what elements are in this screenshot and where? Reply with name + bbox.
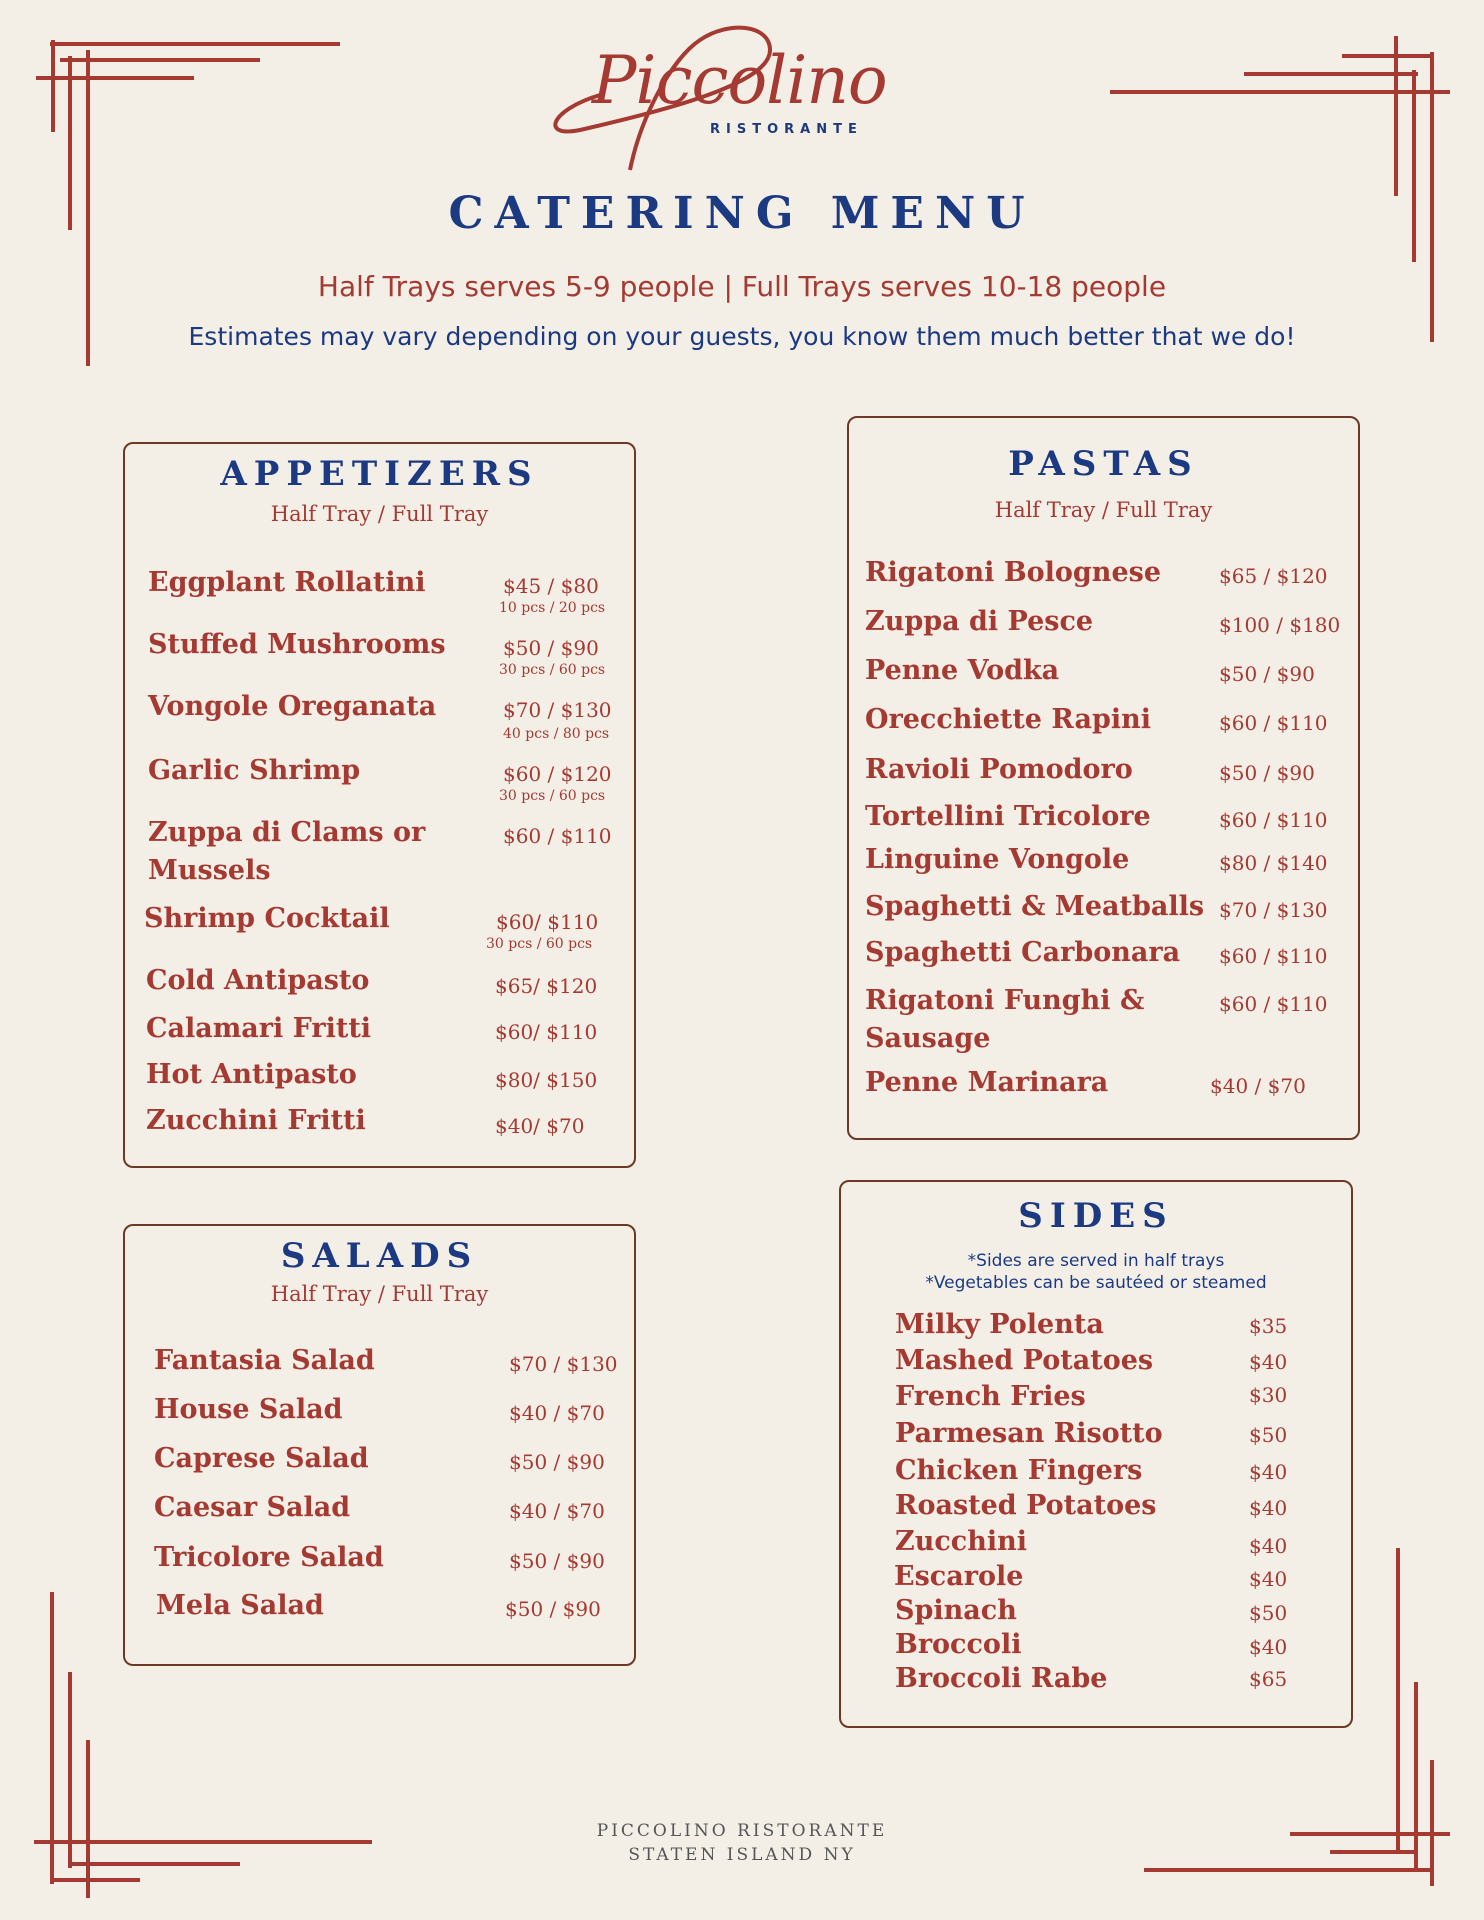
salads-section bbox=[123, 1224, 636, 1666]
item-price: $60 / $120 bbox=[503, 762, 612, 786]
item-pieces: 40 pcs / 80 pcs bbox=[503, 726, 610, 742]
menu-item: Caesar Salad bbox=[154, 1492, 351, 1523]
item-price: $50 / $90 bbox=[509, 1450, 605, 1474]
item-price: $60 / $110 bbox=[1219, 992, 1328, 1016]
menu-item: Zucchini bbox=[895, 1526, 1027, 1557]
item-price: $80/ $150 bbox=[495, 1068, 598, 1092]
item-price: $40 bbox=[1249, 1534, 1288, 1558]
item-price: $70 / $130 bbox=[509, 1352, 618, 1376]
menu-item: Spaghetti Carbonara bbox=[865, 937, 1181, 968]
item-pieces: 10 pcs / 20 pcs bbox=[499, 600, 606, 616]
menu-item: Eggplant Rollatini bbox=[148, 567, 426, 598]
estimate-note: Estimates may vary depending on your guests, you know them much better that we do! bbox=[188, 322, 1296, 351]
menu-item: Zuppa di Pesce bbox=[865, 606, 1094, 637]
menu-item: Escarole bbox=[894, 1561, 1024, 1592]
item-price: $40 bbox=[1249, 1496, 1288, 1520]
item-price: $65 / $120 bbox=[1219, 564, 1328, 588]
item-price: $30 bbox=[1249, 1383, 1288, 1407]
item-price: $60 / $110 bbox=[1219, 808, 1328, 832]
item-price: $60/ $110 bbox=[495, 1020, 598, 1044]
item-price: $40 / $70 bbox=[1210, 1074, 1306, 1098]
item-price: $40 bbox=[1249, 1350, 1288, 1374]
sides-note: *Sides are served in half trays bbox=[967, 1251, 1225, 1271]
menu-item: Fantasia Salad bbox=[154, 1345, 375, 1376]
footer-location: STATEN ISLAND NY bbox=[628, 1845, 856, 1865]
menu-item: Chicken Fingers bbox=[895, 1455, 1143, 1486]
item-price: $50 bbox=[1249, 1601, 1288, 1625]
section-note: Half Tray / Full Tray bbox=[270, 502, 489, 526]
item-price: $50 / $90 bbox=[1219, 662, 1315, 686]
item-price: $50 / $90 bbox=[503, 636, 599, 660]
menu-item: Ravioli Pomodoro bbox=[865, 754, 1133, 785]
item-price: $40 bbox=[1249, 1567, 1288, 1591]
item-price: $40 / $70 bbox=[509, 1499, 605, 1523]
section-title: PASTAS bbox=[1008, 444, 1199, 484]
menu-item: Rigatoni Funghi & bbox=[865, 985, 1145, 1016]
menu-item: Garlic Shrimp bbox=[148, 755, 361, 786]
tray-info: Half Trays serves 5-9 people | Full Trays serves 10-18 people bbox=[317, 270, 1167, 303]
menu-item: Tortellini Tricolore bbox=[865, 801, 1151, 832]
item-price: $60 / $110 bbox=[1219, 944, 1328, 968]
section-title: SALADS bbox=[280, 1236, 479, 1276]
logo bbox=[540, 10, 887, 180]
logo-script: Piccolino bbox=[592, 42, 887, 119]
menu-item: Vongole Oreganata bbox=[148, 691, 437, 722]
menu-item: Spaghetti & Meatballs bbox=[865, 891, 1205, 922]
item-price: $60/ $110 bbox=[496, 910, 599, 934]
item-price: $35 bbox=[1249, 1314, 1288, 1338]
menu-item: Stuffed Mushrooms bbox=[148, 629, 446, 660]
menu-item: Penne Vodka bbox=[865, 655, 1060, 686]
item-price: $45 / $80 bbox=[503, 574, 599, 598]
item-pieces: 30 pcs / 60 pcs bbox=[486, 936, 593, 952]
section-title: APPETIZERS bbox=[220, 454, 539, 494]
menu-item: Hot Antipasto bbox=[146, 1059, 357, 1090]
sides-note: *Vegetables can be sautéed or steamed bbox=[925, 1273, 1267, 1293]
section-note: Half Tray / Full Tray bbox=[270, 1282, 489, 1306]
menu-item: Zuppa di Clams or bbox=[148, 817, 426, 848]
section-note: Half Tray / Full Tray bbox=[994, 498, 1213, 522]
menu-item: Cold Antipasto bbox=[146, 965, 370, 996]
item-price: $60 / $110 bbox=[1219, 711, 1328, 735]
item-price: $40 / $70 bbox=[509, 1401, 605, 1425]
item-price: $65 bbox=[1249, 1667, 1288, 1691]
section-title: SIDES bbox=[1018, 1196, 1174, 1236]
menu-item: Mashed Potatoes bbox=[895, 1345, 1154, 1376]
menu-item: French Fries bbox=[895, 1381, 1086, 1412]
menu-item: Tricolore Salad bbox=[154, 1542, 384, 1573]
menu-item: Broccoli Rabe bbox=[895, 1663, 1108, 1694]
menu-item: Spinach bbox=[895, 1595, 1017, 1626]
menu-item-cont: Mussels bbox=[148, 855, 271, 886]
menu-item: Zucchini Fritti bbox=[146, 1105, 366, 1136]
pastas-section bbox=[847, 416, 1360, 1140]
menu-item: Calamari Fritti bbox=[146, 1013, 372, 1044]
item-price: $50 / $90 bbox=[509, 1549, 605, 1573]
item-price: $50 / $90 bbox=[505, 1597, 601, 1621]
item-price: $40 bbox=[1249, 1635, 1288, 1659]
menu-item: Mela Salad bbox=[156, 1590, 324, 1621]
menu-item: Linguine Vongole bbox=[865, 844, 1130, 875]
item-price: $50 bbox=[1249, 1423, 1288, 1447]
menu-item: Shrimp Cocktail bbox=[144, 903, 390, 934]
menu-item: Rigatoni Bolognese bbox=[865, 557, 1161, 588]
menu-item: Caprese Salad bbox=[154, 1443, 369, 1474]
item-price: $70 / $130 bbox=[503, 698, 612, 722]
menu-item: Broccoli bbox=[895, 1629, 1022, 1660]
appetizers-section bbox=[123, 442, 636, 1168]
menu-item: Orecchiette Rapini bbox=[865, 704, 1151, 735]
item-price: $40 bbox=[1249, 1460, 1288, 1484]
sides-section bbox=[839, 1180, 1353, 1728]
menu-item: Roasted Potatoes bbox=[895, 1490, 1157, 1521]
footer-name: PICCOLINO RISTORANTE bbox=[596, 1821, 888, 1841]
item-price: $70 / $130 bbox=[1219, 898, 1328, 922]
menu-item: Milky Polenta bbox=[895, 1309, 1104, 1340]
item-price: $65/ $120 bbox=[495, 974, 598, 998]
page-title: CATERING MENU bbox=[448, 188, 1036, 239]
item-price: $60 / $110 bbox=[503, 824, 612, 848]
item-pieces: 30 pcs / 60 pcs bbox=[499, 662, 606, 678]
menu-item: Penne Marinara bbox=[865, 1067, 1109, 1098]
item-price: $50 / $90 bbox=[1219, 761, 1315, 785]
logo-subtitle: RISTORANTE bbox=[710, 122, 863, 137]
item-price: $40/ $70 bbox=[495, 1114, 585, 1138]
menu-item: Parmesan Risotto bbox=[895, 1418, 1163, 1449]
menu-item-cont: Sausage bbox=[865, 1023, 991, 1054]
item-pieces: 30 pcs / 60 pcs bbox=[499, 788, 606, 804]
item-price: $80 / $140 bbox=[1219, 851, 1328, 875]
menu-item: House Salad bbox=[154, 1394, 343, 1425]
item-price: $100 / $180 bbox=[1219, 613, 1341, 637]
